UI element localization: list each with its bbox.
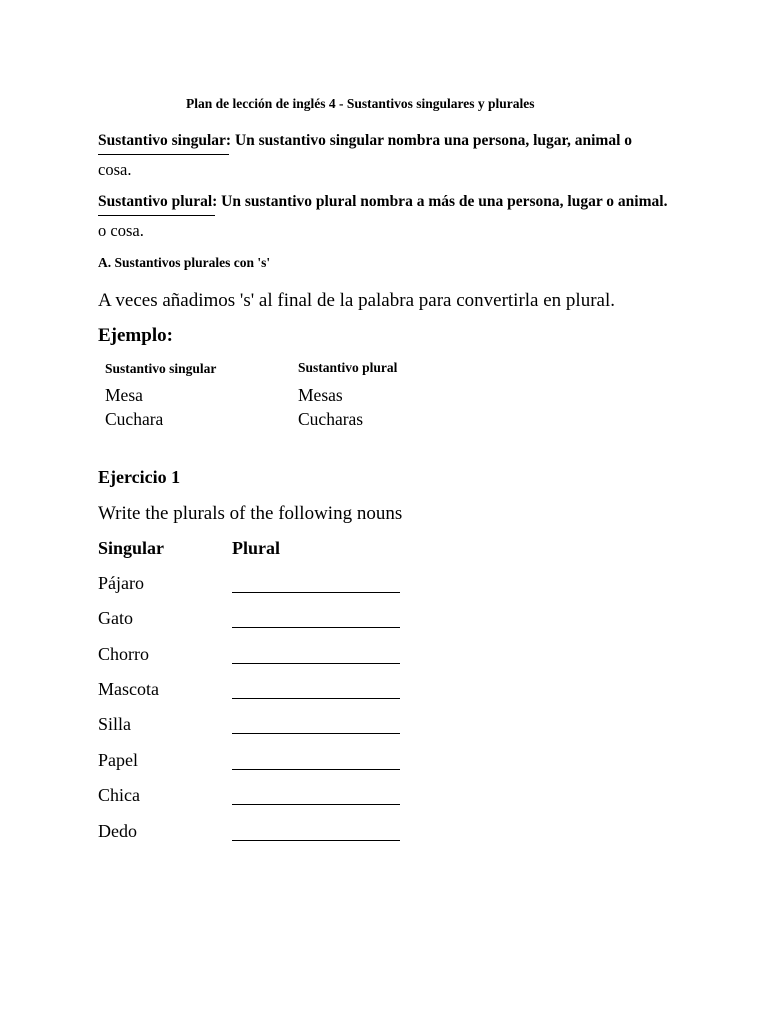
definition-continuation: o cosa. [98, 221, 144, 240]
answer-blank[interactable] [232, 786, 400, 805]
section-heading: A. Sustantivos plurales con 's' [98, 255, 271, 270]
answer-blank[interactable] [232, 645, 400, 664]
answer-blank[interactable] [232, 822, 400, 841]
exercise-word: Pájaro [98, 573, 144, 593]
example-header-singular: Sustantivo singular [105, 361, 217, 376]
example-cell: Mesa [105, 385, 143, 405]
exercise-word: Chica [98, 785, 140, 805]
answer-blank[interactable] [232, 609, 400, 628]
exercise-word: Mascota [98, 679, 159, 699]
answer-blank[interactable] [232, 715, 400, 734]
example-cell: Cuchara [105, 409, 164, 429]
exercise-instruction: Write the plurals of the following nouns [98, 503, 403, 524]
answer-blank[interactable] [232, 751, 400, 770]
exercise-word: Papel [98, 750, 138, 770]
definition-continuation: cosa. [98, 160, 132, 179]
definition-term: Sustantivo plural [98, 193, 213, 210]
page-title: Plan de lección de inglés 4 - Sustantivos singulares y plurales [186, 96, 535, 111]
answer-blank[interactable] [232, 680, 400, 699]
answer-blank[interactable] [232, 574, 400, 593]
example-header-plural: Sustantivo plural [298, 360, 398, 375]
definition-text: : Un sustantivo plural nombra a más de una persona, lugar o animal. [212, 193, 668, 210]
definition-plural [98, 193, 667, 211]
rule-text: A veces añadimos 's' al final de la palabra para convertirla en plural. [98, 290, 615, 311]
definition-term: Sustantivo singular [98, 132, 226, 149]
definition-singular [98, 132, 632, 150]
column-header-plural: Plural [232, 538, 280, 558]
example-cell: Cucharas [298, 409, 364, 429]
exercise-word: Dedo [98, 821, 137, 841]
column-header-singular: Singular [98, 538, 165, 558]
exercise-word: Silla [98, 714, 132, 734]
example-cell: Mesas [298, 385, 343, 405]
exercise-word: Chorro [98, 644, 149, 664]
example-heading: Ejemplo: [98, 325, 173, 346]
exercise-heading: Ejercicio 1 [98, 467, 181, 487]
exercise-word: Gato [98, 608, 133, 628]
definition-text: : Un sustantivo singular nombra una persona, lugar, animal o [225, 132, 633, 149]
